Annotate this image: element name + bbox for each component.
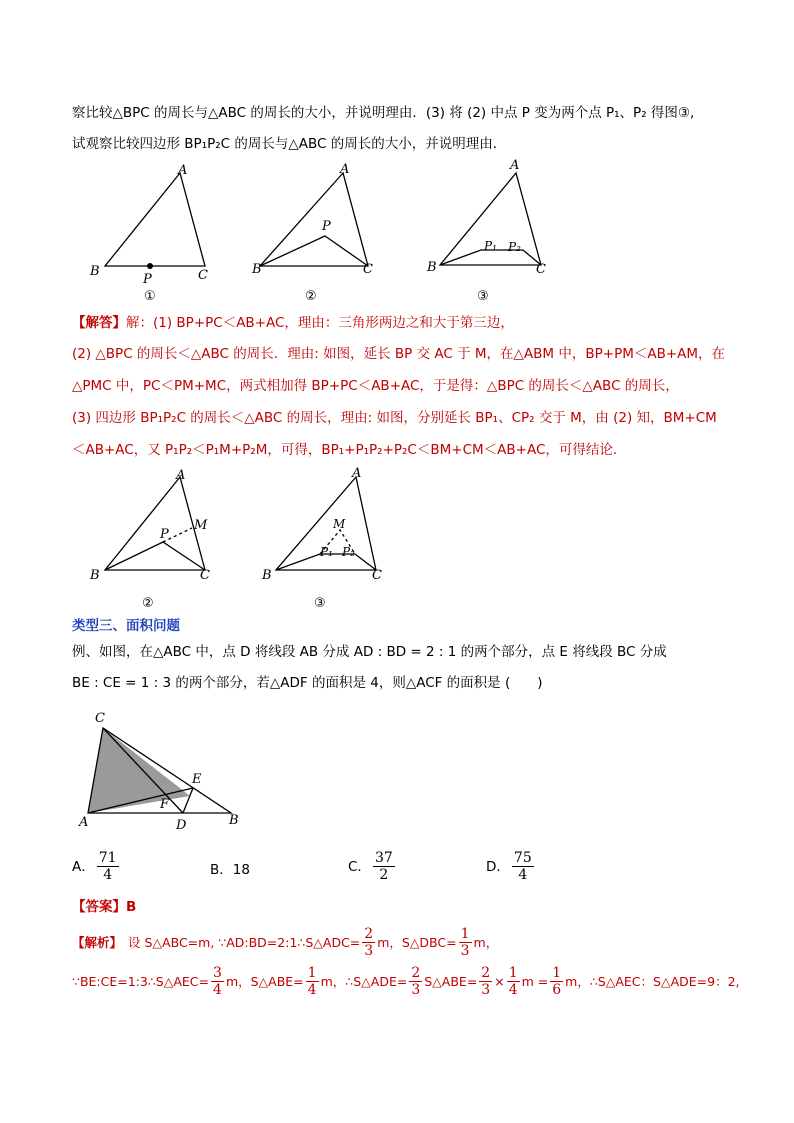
svg-text:A: A <box>176 468 186 483</box>
option-b: B．18 <box>210 862 250 878</box>
svg-text:C: C <box>363 262 373 277</box>
problem-figure <box>75 705 255 830</box>
svg-text:B: B <box>252 262 262 277</box>
svg-text:P₂: P₂ <box>342 545 355 559</box>
solution-line-3: △PMC 中，PC＜PM+MC，两式相加得 BP+PC＜AB+AC，于是得：△BPC 的周长＜△ABC 的周长， <box>72 378 679 394</box>
solution-line-2: (2) △BPC 的周长＜△ABC 的周长．理由: 如图，延长 BP 交 AC 于 M，在△ABM 中，BP+PM＜AB+AM，在 <box>72 346 726 362</box>
solution-line-1 <box>72 313 514 333</box>
intro-line-2: 试观察比较四边形 BP₁P₂C 的周长与△ABC 的周长的大小，并说明理由． <box>72 136 507 152</box>
svg-text:①: ① <box>144 289 156 304</box>
intro-line-1: 察比较△BPC 的周长与△ABC 的周长的大小，并说明理由．(3) 将 (2) 中点 P 变为两个点 P₁、P₂ 得图③, <box>72 105 695 121</box>
svg-text:B: B <box>90 568 100 583</box>
solution-line-5: ＜AB+AC，又 P₁P₂＜P₁M+P₂M，可得，BP₁+P₁P₂+P₂C＜BM+CM＜AB+AC，可得结论． <box>72 442 627 458</box>
problem-line-1: 例、如图，在△ABC 中，点 D 将线段 AB 分成 AD : BD = 2 : 1 的两个部分，点 E 将线段 BC 分成 <box>72 644 667 660</box>
svg-text:B: B <box>427 260 437 275</box>
svg-text:A: A <box>79 815 89 830</box>
figure-1 <box>105 173 205 266</box>
answer-value: B <box>126 899 137 915</box>
svg-text:②: ② <box>305 289 317 304</box>
option-a: A． $\frac{71}{4}$ <box>72 850 117 883</box>
analysis-line-2: ∵BE:CE=1:3∴S△AEC= $\frac{3}{4}$ m，S△ABE= $\frac{1}{4}$ m，∴S△ADE= $\frac{2}{3}$ S△ABE= $\frac{2}{3}$ × $\frac{1}{4}$ m = $\frac{1}{6}$ m，∴S△AEC：S△ADE=9：2, <box>72 965 740 998</box>
svg-text:M: M <box>333 517 346 531</box>
svg-text:A: A <box>340 162 350 177</box>
analysis-line-1: 【解析】 设 S△ABC=m, ∵AD:BD=2:1∴S△ADC= $\frac{2}{3}$ m，S△DBC= $\frac{1}{3}$ m， <box>72 926 499 959</box>
svg-text:C: C <box>372 568 382 583</box>
figure-2 <box>260 173 368 266</box>
svg-text:C: C <box>198 268 208 283</box>
figure-mid-2 <box>105 477 205 570</box>
svg-text:E: E <box>192 772 202 787</box>
point-p-dot <box>147 263 153 269</box>
solution-text-1: 解：(1) BP+PC＜AB+AC，理由：三角形两边之和大于第三边， <box>126 315 514 331</box>
svg-text:C: C <box>200 568 210 583</box>
svg-text:P₁: P₁ <box>320 545 333 559</box>
svg-text:A: A <box>178 163 188 178</box>
svg-text:③: ③ <box>314 596 326 611</box>
svg-text:D: D <box>176 818 187 830</box>
problem-line-2: BE : CE = 1 : 3 的两个部分，若△ADF 的面积是 4，则△ACF 的面积是 ( ) <box>72 675 543 691</box>
svg-text:P: P <box>143 272 152 287</box>
solution-line-4: (3) 四边形 BP₁P₂C 的周长＜△ABC 的周长，理由: 如图，分别延长 BP₁、CP₂ 交于 M，由 (2) 知，BM+CM <box>72 410 717 426</box>
option-d: D． $\frac{75}{4}$ <box>486 850 532 883</box>
section-title: 类型三、面积问题 <box>72 618 180 634</box>
solution-tag: 【解答】 <box>72 315 126 331</box>
svg-text:F: F <box>160 797 170 812</box>
svg-text:B: B <box>262 568 272 583</box>
svg-text:C: C <box>536 262 546 277</box>
svg-text:M: M <box>194 518 208 533</box>
figures-top <box>80 158 640 308</box>
svg-text:P₂: P₂ <box>508 240 521 254</box>
svg-text:P: P <box>160 527 169 542</box>
svg-text:②: ② <box>142 596 154 611</box>
svg-text:B: B <box>90 264 100 279</box>
answer-tag: 【答案】 <box>72 899 126 915</box>
option-c: C． $\frac{37}{2}$ <box>348 850 393 883</box>
figures-mid <box>80 462 420 612</box>
svg-text:A: A <box>352 466 362 481</box>
svg-text:C: C <box>95 711 105 726</box>
svg-text:B: B <box>229 813 239 828</box>
answer-line <box>72 897 136 917</box>
svg-text:③: ③ <box>477 289 489 304</box>
svg-text:P: P <box>322 219 331 234</box>
svg-text:P₁: P₁ <box>484 239 497 253</box>
svg-text:A: A <box>510 158 520 173</box>
